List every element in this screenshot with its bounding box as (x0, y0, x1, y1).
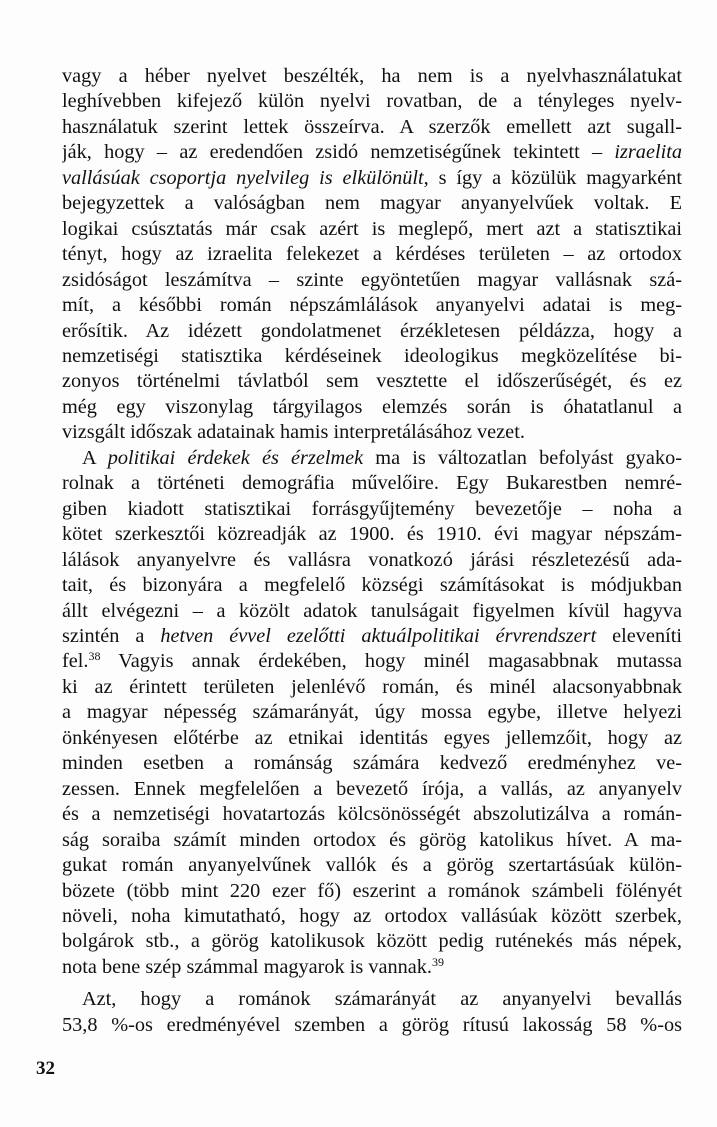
text-line (62, 955, 682, 980)
text-line: tényt, hogy az izraelita felekezet a kérdéses területen – az ortodox (62, 243, 682, 266)
italic-run: vallásúak csoportja nyelvileg is elkülönült (62, 166, 424, 189)
text-line: zessen. Ennek megfelelően a bevezető írója, a vallás, az anyanyelv (62, 777, 682, 800)
italic-run: hetven évvel ezelőtti aktuálpolitikai érvrendszert (160, 624, 597, 647)
text-run: A (82, 446, 108, 469)
text-run: , s így a közülük magyarként (423, 166, 682, 189)
text-run: ma is változatlan befolyást gyako- (363, 446, 682, 469)
text-line: ság soraiba számít minden ortodox és görög katolikus hívet. A ma- (62, 828, 682, 851)
text-line: 53,8 %-os eredményével szemben a görög rítusú lakosság 58 %-os (62, 1013, 682, 1036)
paragraph-3 (62, 987, 682, 1038)
text-run: szintén a (62, 624, 161, 647)
text-line: zsidóságot leszámítva – szinte egyöntetűen magyar vallásnak szá- (62, 268, 682, 291)
text-line (62, 140, 682, 165)
text-line: minden esetben a románság számára kedvező eredményhez ve- (62, 752, 682, 775)
page-number: 32 (36, 1058, 55, 1079)
text-line (62, 624, 682, 649)
text-line: erősítik. Az idézett gondolatmenet érzékletesen példázza, hogy a (62, 319, 682, 342)
text-line (62, 166, 682, 191)
paragraph-1 (62, 64, 682, 446)
text-line: giben kiadott statisztikai forrásgyűjtemény bevezetője – noha a (62, 497, 682, 520)
text-run: Vagyis annak érdekében, hogy minél magasabbnak mutassa (100, 650, 682, 673)
text-line: és a nemzetiségi hovatartozás kölcsönösségét abszolutizálva a román- (62, 803, 682, 826)
text-line: vizsgált időszak adatainak hamis interpretálásához vezet. (62, 421, 525, 444)
text-line: növeli, noha kimutatható, hogy az ortodox vallásúak között szerbek, (62, 904, 682, 927)
text-run: ják, hogy – az eredendően zsidó nemzetiségűnek tekintett – (62, 141, 615, 164)
text-line: kötet szerkesztői közreadják az 1900. és 1910. évi magyar népszám- (62, 523, 682, 546)
text-line: lálások anyanyelvre és vallásra vonatkozó járási részletezésű ada- (62, 548, 682, 571)
footnote-ref-38: 38 (88, 649, 101, 664)
text-run: nota bene szép számmal magyarok is vannak. (62, 955, 433, 978)
text-line: zonyos történelmi távlatból sem vesztette el időszerűségét, és ez (62, 370, 682, 393)
text-line: ki az érintett területen jelenlévő román, és minél alacsonyabbnak (62, 675, 682, 698)
text-line: még egy viszonylag tárgyilagos elemzés során is óhatatlanul a (62, 395, 682, 418)
paragraph-2 (62, 446, 682, 981)
text-run: fel. (62, 650, 89, 673)
text-line: bolgárok stb., a görög katolikusok között pedig ruténekés más népek, (62, 930, 682, 953)
text-line: állt elvégezni – a közölt adatok tanulságait figyelmen kívül hagyva (62, 599, 682, 622)
text-line: önkényesen előtérbe az etnikai identitás egyes jellemzőit, hogy az (62, 726, 682, 749)
text-line: gukat román anyanyelvűnek vallók és a görög szertartásúak külön- (62, 854, 682, 877)
text-line: nemzetiségi statisztika kérdéseinek ideologikus megközelítése bi- (62, 344, 682, 367)
text-line: tait, és bizonyára a megfelelő községi számításokat is módjukban (62, 574, 682, 597)
italic-run: izraelita (614, 141, 682, 164)
text-line: bejegyzettek a valóságban nem magyar anyanyelvűek voltak. E (62, 192, 682, 215)
text-line: rolnak a történeti demográfia művelőire. Egy Bukarestben nemré- (62, 472, 682, 495)
text-line: logikai csúsztatás már csak azért is meglepő, mert azt a statisztikai (62, 217, 682, 240)
text-line: mít, a későbbi román népszámlálások anyanyelvi adatai is meg- (62, 294, 682, 317)
italic-run: politikai érdekek és érzelmek (107, 446, 364, 469)
footnote-ref-39: 39 (432, 954, 445, 969)
text-line: használatuk szerint lettek összeírva. A szerzők emellett azt sugall- (62, 115, 682, 138)
text-line: leghívebben kifejező külön nyelvi rovatban, de a tényleges nyelv- (62, 90, 682, 113)
body-text (62, 64, 682, 1038)
text-line: Azt, hogy a románok számarányát az anyanyelvi bevallás (82, 988, 682, 1011)
text-run: eleveníti (596, 624, 682, 647)
text-line: a magyar népesség számarányát, úgy mossa egybe, illetve helyezi (62, 701, 682, 724)
text-line: bözete (több mint 220 ezer fő) eszerint a románok számbeli fölényét (62, 879, 682, 902)
text-line (62, 446, 682, 471)
text-line: vagy a héber nyelvet beszélték, ha nem is a nyelvhasználatukat (62, 65, 682, 87)
text-line (62, 649, 682, 674)
